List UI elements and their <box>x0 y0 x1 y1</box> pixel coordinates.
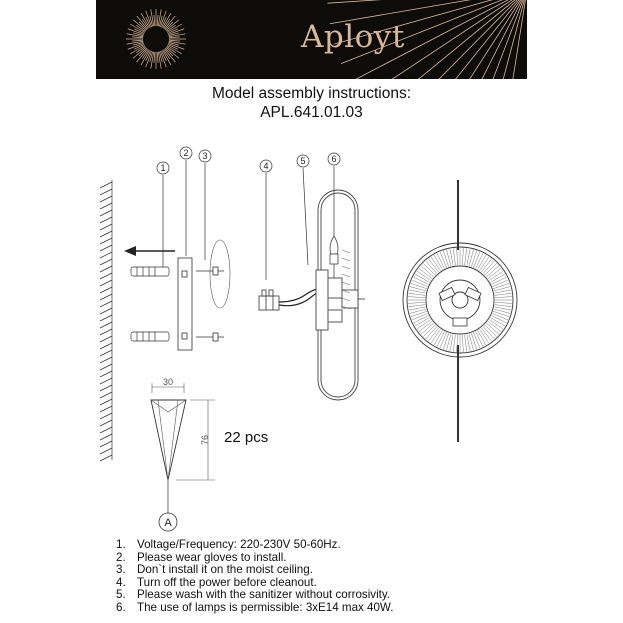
wall-dowel-bottom <box>131 332 169 341</box>
wall-surface <box>100 180 112 461</box>
note-item: 2. Please wear gloves to install. <box>116 550 287 564</box>
terminal-block <box>259 290 279 310</box>
svg-text:6: 6 <box>331 154 337 164</box>
lamp-holders-front <box>439 287 481 326</box>
callout-2 <box>180 147 192 159</box>
callout-3 <box>199 150 211 162</box>
note-item: 3. Don`t install it on the moist ceiling. <box>116 563 313 577</box>
callout-6 <box>328 153 340 165</box>
instruction-notes <box>116 539 393 615</box>
note-item: 4. Turn off the power before cleanout. <box>116 575 317 589</box>
brand-banner <box>96 0 527 79</box>
mounting-bracket <box>178 258 192 350</box>
crystal-height-label: 76 <box>200 434 210 446</box>
mounting-screw-bottom <box>196 333 224 341</box>
crystal-pendant-detail <box>151 377 215 531</box>
svg-text:4: 4 <box>263 161 269 171</box>
title-line-1: Model assembly instructions: <box>212 85 411 102</box>
note-item: 1. Voltage/Frequency: 220-230V 50-60Hz. <box>116 538 341 551</box>
crystal-pendants-front <box>408 248 512 352</box>
crystal-width-label: 30 <box>162 377 174 387</box>
crystal-count: 22 pcs <box>224 429 269 446</box>
svg-text:3: 3 <box>202 151 208 161</box>
svg-text:2: 2 <box>183 148 189 158</box>
crystal-marker: A <box>164 517 172 529</box>
svg-text:5: 5 <box>300 156 306 166</box>
wall-dowel-top <box>131 267 169 276</box>
svg-text:1: 1 <box>160 163 166 173</box>
callout-1 <box>157 162 169 174</box>
page-title <box>0 84 623 122</box>
lamp-front-view <box>403 180 517 442</box>
model-number: APL.641.01.03 <box>260 104 363 121</box>
callout-5 <box>297 155 309 167</box>
brand-logo-text: Aployt <box>301 19 405 55</box>
note-item: 6. The use of lamps is permissible: 3xE14 max 40W. <box>116 600 394 614</box>
mount-direction-arrow-icon <box>124 246 175 256</box>
candle-lamp-e14 <box>330 236 338 278</box>
note-item: 5. Please wash with the sanitizer without corrosivity. <box>116 588 391 602</box>
sunburst-logo-icon <box>126 9 186 69</box>
assembly-diagram <box>0 130 623 540</box>
callout-4 <box>260 160 272 172</box>
lamp-frame-side-view <box>316 190 365 400</box>
